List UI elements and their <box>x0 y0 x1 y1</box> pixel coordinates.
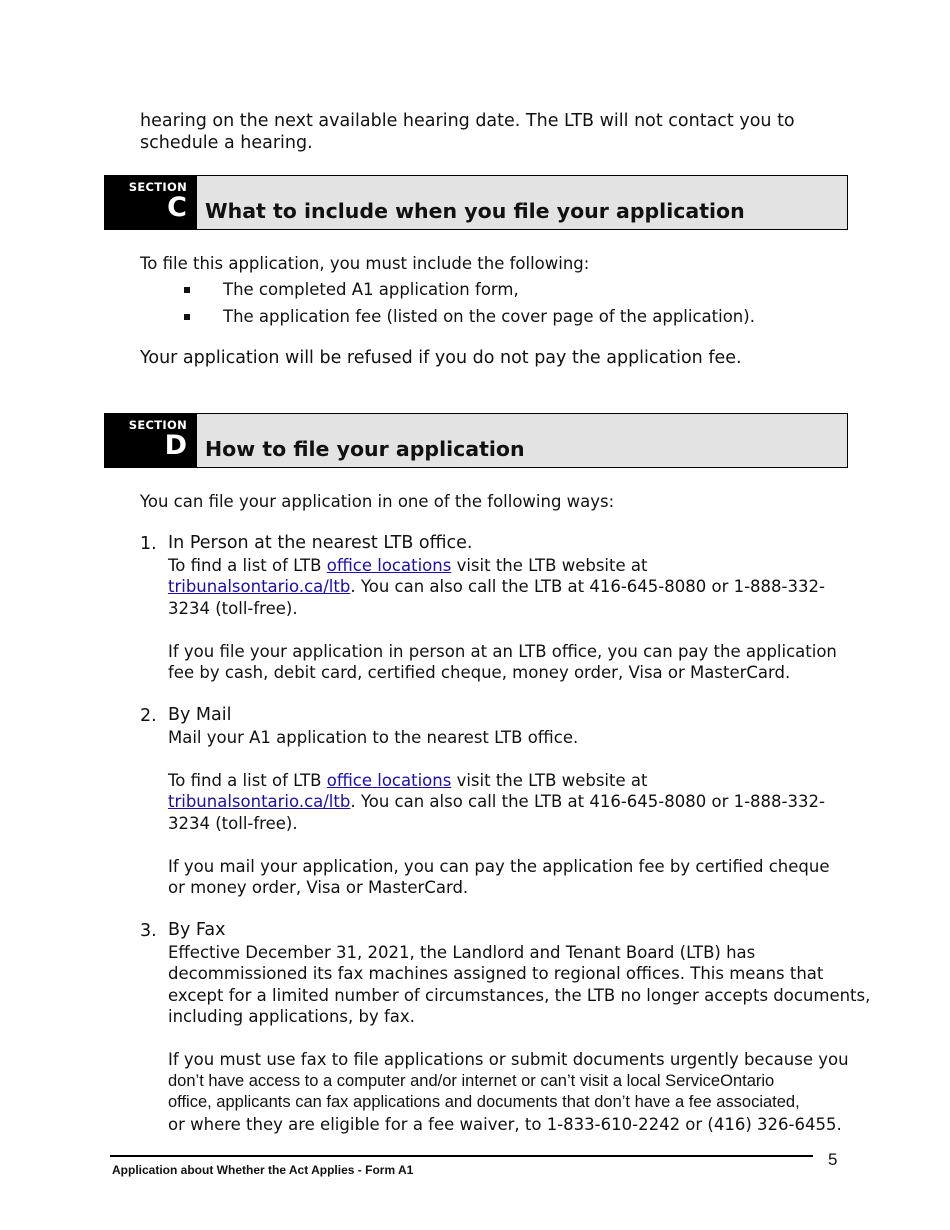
section-c-tab <box>105 176 197 229</box>
item-title: By Mail <box>168 705 232 725</box>
list-item-text: The application fee (listed on the cover page of the application). <box>223 307 755 326</box>
section-c-title: What to include when you file your application <box>205 199 745 223</box>
text: visit the LTB website at <box>451 770 648 790</box>
text: Effective December 31, 2021, the Landlord and Tenant Board (LTB) has <box>168 942 756 962</box>
section-d-tab <box>105 414 197 467</box>
intro-line: hearing on the next available hearing date. The LTB will not contact you to <box>140 111 795 131</box>
section-d-header <box>104 413 848 468</box>
text: 3234 (toll-free). <box>168 598 298 618</box>
by-fax-item <box>168 920 888 1135</box>
text: or where they are eligible for a fee waiver, to 1-833-610-2242 or (416) 326-6455. <box>168 1114 842 1134</box>
text: If you mail your application, you can pay the application fee by certified cheque <box>168 856 830 876</box>
text: . You can also call the LTB at 416-645-8080 or 1-888-332- <box>350 577 825 596</box>
text: visit the LTB website at <box>451 555 648 575</box>
section-label: SECTION <box>128 418 187 432</box>
text: don’t have access to a computer and/or internet or can’t visit a local ServiceOntario <box>168 1071 775 1090</box>
footer-form-title: Application about Whether the Act Applies - Form A1 <box>112 1163 414 1177</box>
text: or money order, Visa or MasterCard. <box>168 878 469 897</box>
section-letter: C <box>167 192 187 223</box>
text: If you file your application in person at an LTB office, you can pay the application <box>168 641 837 661</box>
text: except for a limited number of circumstances, the LTB no longer accepts documents, <box>168 985 871 1005</box>
text: fee by cash, debit card, certified cheque, money order, Visa or MasterCard. <box>168 663 791 682</box>
item-title: In Person at the nearest LTB office. <box>168 533 473 553</box>
text: office, applicants can fax applications and documents that don’t have a fee associated, <box>168 1093 800 1111</box>
text: . You can also call the LTB at 416-645-8080 or 1-888-332- <box>350 792 825 811</box>
office-locations-link[interactable]: office locations <box>326 770 452 790</box>
list-number: 2. <box>140 706 157 726</box>
bullet-icon <box>184 287 190 293</box>
footer-divider <box>110 1155 813 1157</box>
page-number: 5 <box>828 1150 838 1169</box>
text: 3234 (toll-free). <box>168 813 298 833</box>
section-d-title: How to file your application <box>205 437 525 461</box>
text: To find a list of LTB <box>168 770 327 790</box>
intro-paragraph <box>140 110 795 154</box>
text: Mail your A1 application to the nearest LTB office. <box>168 727 579 747</box>
section-letter: D <box>164 430 187 461</box>
office-locations-link[interactable]: office locations <box>326 555 452 575</box>
section-d-lead: You can file your application in one of the following ways: <box>140 492 615 511</box>
section-label: SECTION <box>128 180 187 194</box>
text: including applications, by fax. <box>168 1007 415 1026</box>
text: decommissioned its fax machines assigned to regional offices. This means that <box>168 964 824 983</box>
ltb-website-link[interactable]: tribunalsontario.ca/ltb <box>168 577 351 596</box>
by-mail-item <box>168 705 868 899</box>
text: To find a list of LTB <box>168 555 327 575</box>
bullet-icon <box>184 314 190 320</box>
list-number: 3. <box>140 921 157 941</box>
in-person-item <box>168 533 868 684</box>
text: If you must use fax to file applications or submit documents urgently because you <box>168 1050 849 1069</box>
ltb-website-link[interactable]: tribunalsontario.ca/ltb <box>168 792 351 811</box>
list-number: 1. <box>140 534 157 554</box>
item-title: By Fax <box>168 920 226 940</box>
list-item-text: The completed A1 application form, <box>223 280 519 299</box>
intro-line: schedule a hearing. <box>140 133 313 153</box>
fee-warning: Your application will be refused if you do not pay the application fee. <box>140 348 742 368</box>
section-c-header <box>104 175 848 230</box>
section-c-lead: To file this application, you must include the following: <box>140 254 590 273</box>
